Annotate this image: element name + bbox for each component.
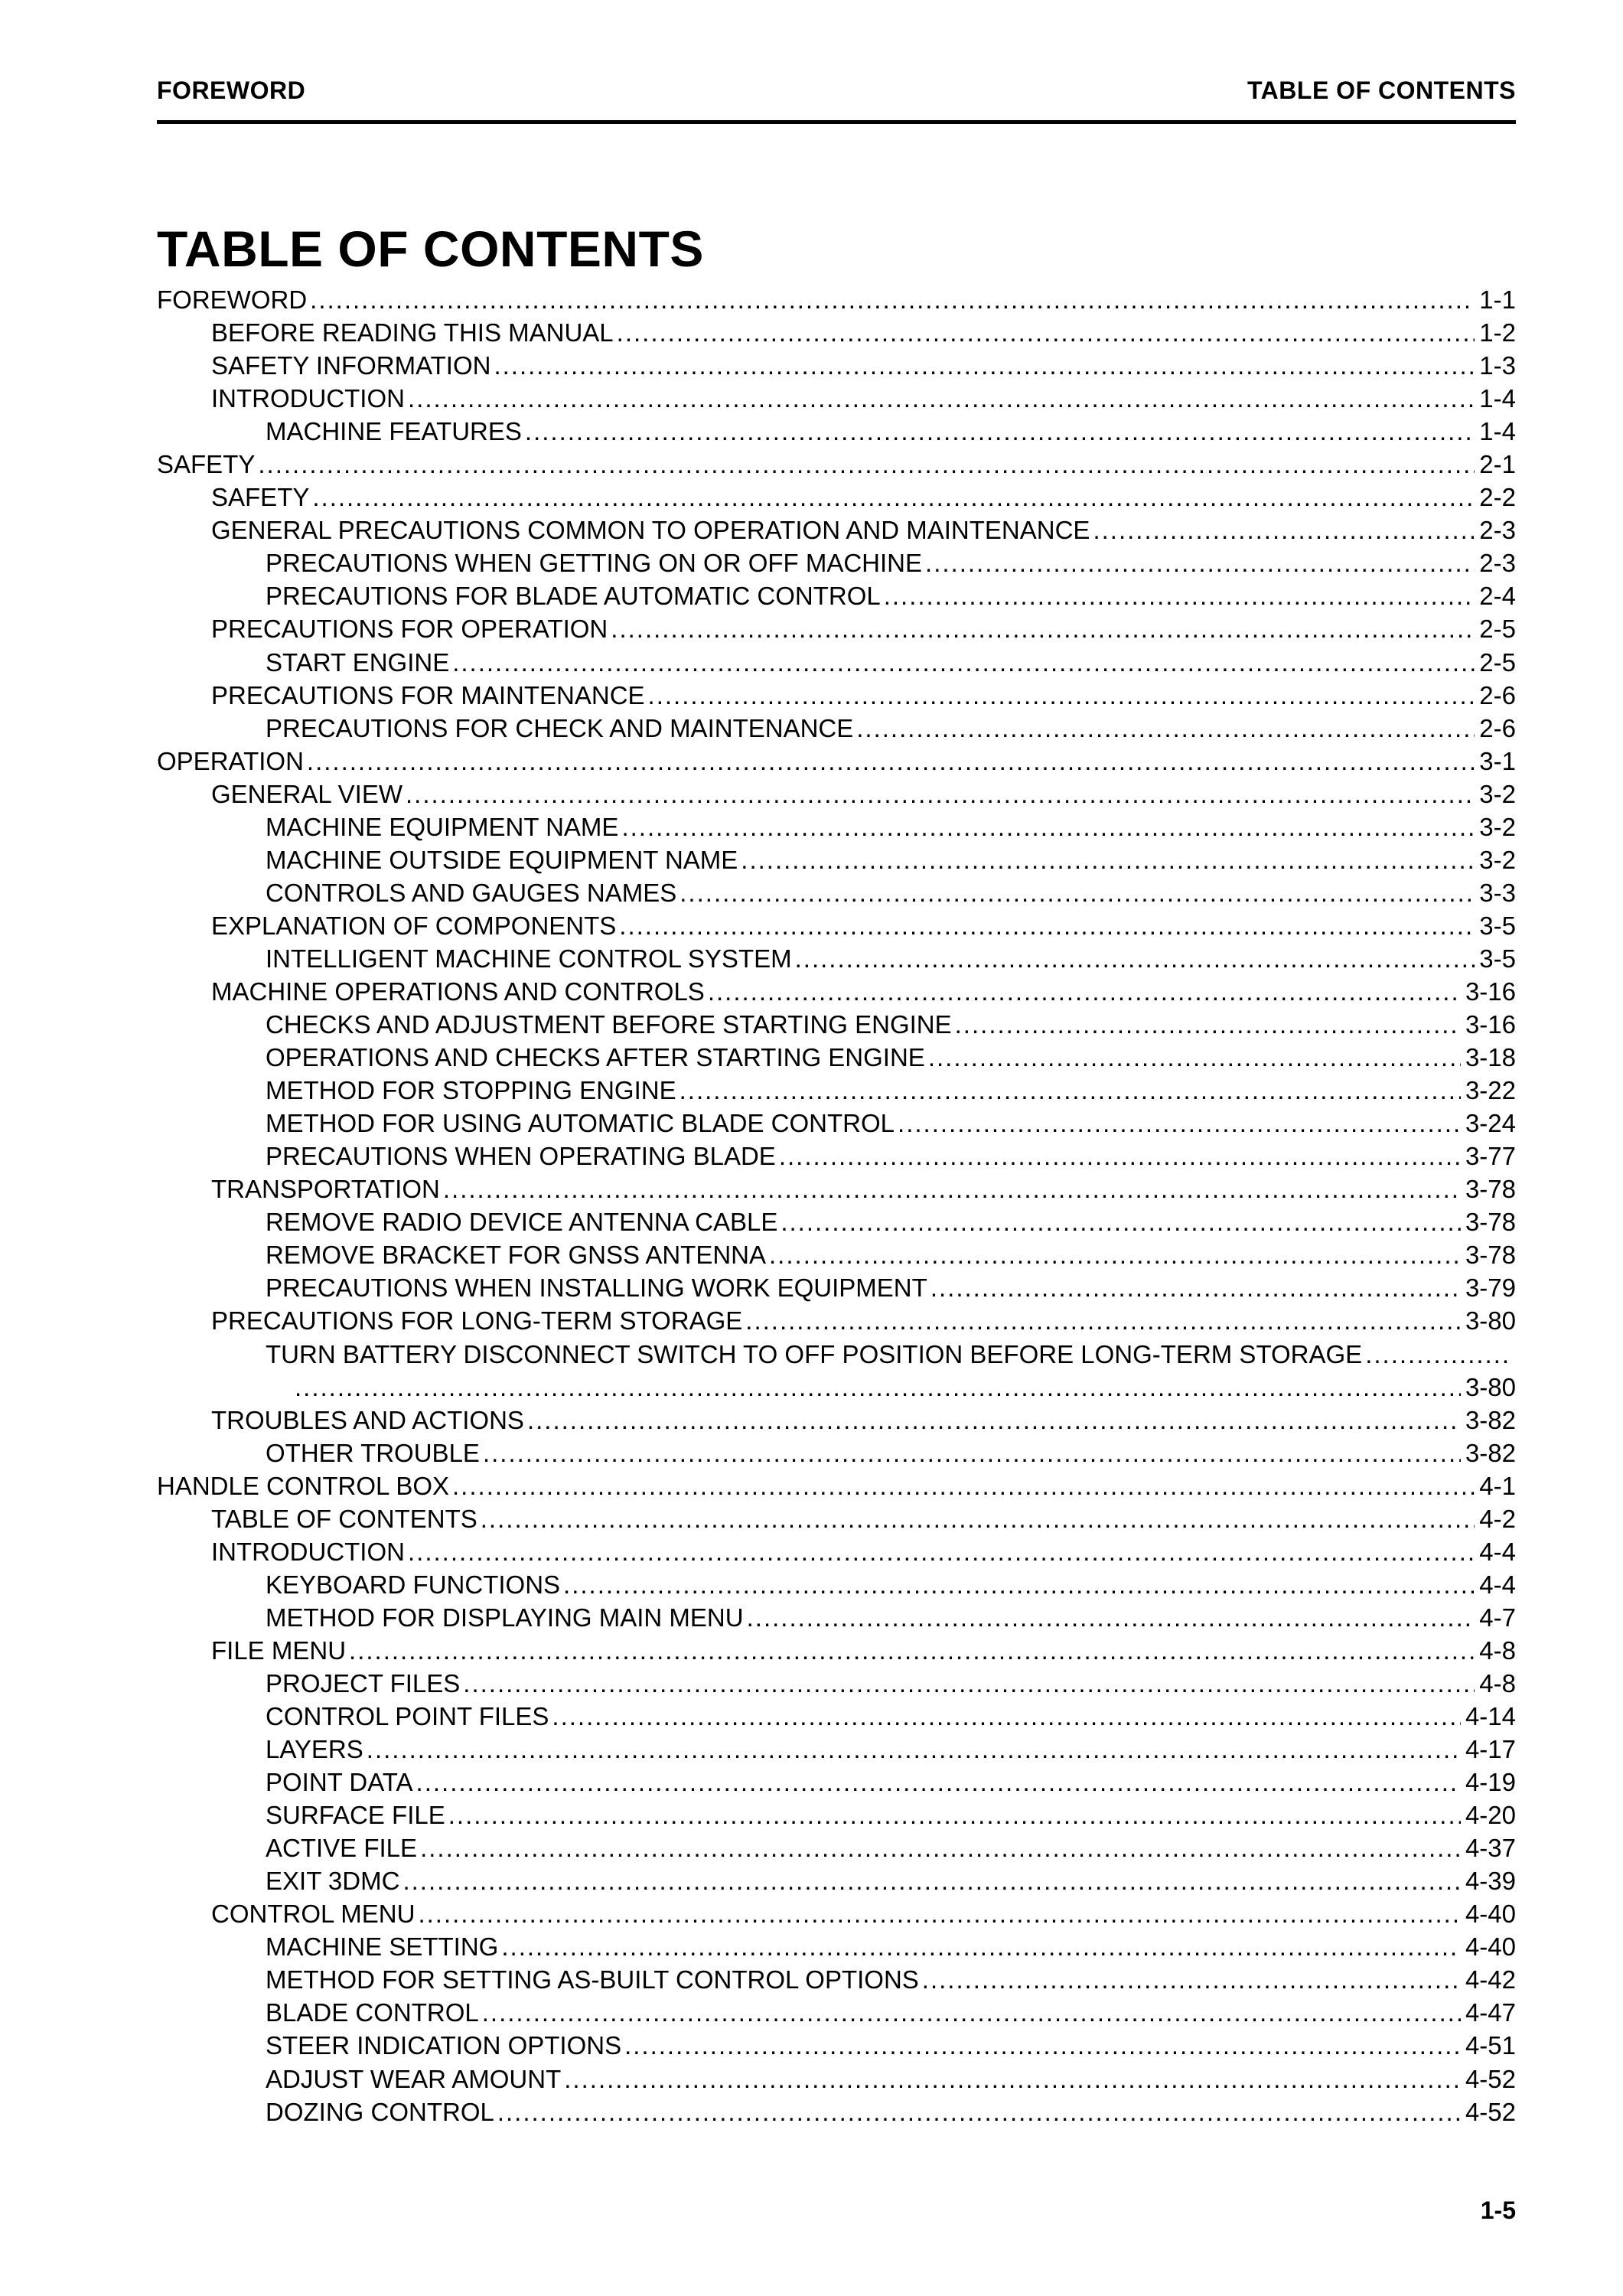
toc-entry-page: 4-1	[1479, 1471, 1516, 1500]
toc-entry-page: 4-19	[1465, 1768, 1516, 1797]
toc-entry[interactable]	[157, 1304, 1516, 1337]
toc-entry-label: OPERATION	[157, 746, 304, 775]
toc-entry-page: 3-79	[1465, 1274, 1516, 1303]
toc-entry[interactable]	[157, 1766, 1516, 1799]
toc-entry[interactable]	[157, 1205, 1516, 1238]
dot-leader	[420, 1831, 1461, 1864]
toc-entry-label: CONTROL POINT FILES	[266, 1702, 549, 1731]
toc-entry-label: METHOD FOR USING AUTOMATIC BLADE CONTROL	[266, 1109, 895, 1138]
toc-entry[interactable]	[157, 1502, 1516, 1535]
toc-entry-page: 3-82	[1465, 1405, 1516, 1434]
toc-entry[interactable]	[157, 778, 1516, 810]
toc-entry-label: REMOVE BRACKET FOR GNSS ANTENNA	[266, 1241, 767, 1270]
toc-entry-page: 2-4	[1479, 582, 1516, 611]
toc-entry-page: 3-5	[1479, 944, 1516, 973]
toc-entry-page: 4-40	[1465, 1900, 1516, 1929]
toc-entry-label: REMOVE RADIO DEVICE ANTENNA CABLE	[266, 1208, 778, 1237]
dot-leader	[617, 316, 1475, 349]
toc-entry-label: GENERAL PRECAUTIONS COMMON TO OPERATION AND MAINTENANCE	[211, 516, 1090, 545]
toc-entry-page: 4-37	[1465, 1834, 1516, 1863]
dot-leader	[497, 2095, 1461, 2128]
toc-entry-label: METHOD FOR SETTING AS-BUILT CONTROL OPTIONS	[266, 1965, 919, 1994]
toc-entry[interactable]	[157, 942, 1516, 975]
toc-entry-page: 2-2	[1479, 483, 1516, 512]
toc-entry-page: 1-1	[1479, 285, 1516, 314]
toc-entry-label: METHOD FOR DISPLAYING MAIN MENU	[266, 1603, 744, 1632]
toc-entry[interactable]	[157, 1733, 1516, 1766]
toc-entry[interactable]	[157, 1799, 1516, 1831]
dot-leader	[258, 448, 1475, 481]
toc-entry-label: PROJECT FILES	[266, 1668, 461, 1698]
dot-leader	[680, 1074, 1461, 1107]
toc-entry[interactable]	[157, 1404, 1516, 1437]
page-number: 1-5	[1480, 2197, 1516, 2224]
toc-entry-label: OTHER TROUBLE	[266, 1438, 480, 1467]
toc-entry-page: 3-1	[1479, 746, 1516, 775]
toc-entry-page: 4-40	[1465, 1932, 1516, 1962]
toc-entry-page: 3-78	[1465, 1175, 1516, 1204]
dot-leader	[481, 1502, 1475, 1535]
dot-leader	[741, 843, 1475, 876]
toc-entry[interactable]	[157, 843, 1516, 876]
toc-entry-label: PRECAUTIONS FOR OPERATION	[211, 615, 608, 644]
dot-leader	[463, 1667, 1475, 1700]
dot-leader	[619, 909, 1475, 942]
toc-entry[interactable]	[157, 1831, 1516, 1864]
toc-entry-page: 2-5	[1479, 615, 1516, 644]
dot-leader	[312, 481, 1475, 514]
toc-entry-page: 3-78	[1465, 1208, 1516, 1237]
toc-entry-label: DOZING CONTROL	[266, 2097, 494, 2126]
toc-entry[interactable]	[157, 2095, 1516, 2128]
dot-leader	[501, 1930, 1461, 1963]
toc-entry[interactable]	[157, 2029, 1516, 2062]
toc-entry-label: START ENGINE	[266, 647, 450, 677]
toc-entry[interactable]	[157, 1568, 1516, 1601]
dot-leader	[564, 2063, 1461, 2095]
toc-entry-label: LAYERS	[266, 1735, 363, 1764]
toc-entry[interactable]	[157, 679, 1516, 712]
toc-entry-page: 4-14	[1465, 1702, 1516, 1731]
dot-leader	[856, 712, 1475, 745]
toc-entry[interactable]	[157, 1008, 1516, 1041]
table-of-contents	[157, 283, 1516, 2128]
toc-entry-page: 3-16	[1465, 977, 1516, 1006]
dot-leader	[884, 579, 1475, 612]
toc-entry-page: 1-4	[1479, 384, 1516, 413]
toc-entry-page: 4-20	[1465, 1801, 1516, 1830]
toc-entry-label: FILE MENU	[211, 1636, 347, 1665]
toc-entry-page: 3-82	[1465, 1438, 1516, 1467]
toc-entry[interactable]	[157, 514, 1516, 546]
dot-leader	[408, 1535, 1475, 1568]
toc-entry[interactable]	[157, 1864, 1516, 1897]
toc-entry-page: 3-3	[1479, 878, 1516, 907]
dot-leader	[452, 1469, 1475, 1502]
toc-entry-page: 4-17	[1465, 1735, 1516, 1764]
dot-leader	[406, 778, 1475, 810]
toc-entry-label: CONTROL MENU	[211, 1900, 416, 1929]
toc-entry[interactable]	[157, 1172, 1516, 1205]
toc-entry-page: 3-24	[1465, 1109, 1516, 1138]
toc-entry-page: 1-2	[1479, 318, 1516, 347]
dot-leader	[482, 1996, 1461, 2029]
toc-entry-label: GENERAL VIEW	[211, 779, 402, 808]
toc-entry-label: STEER INDICATION OPTIONS	[266, 2031, 622, 2060]
toc-entry-label: PRECAUTIONS FOR CHECK AND MAINTENANCE	[266, 713, 854, 742]
toc-entry-label: SAFETY	[211, 483, 310, 512]
toc-entry[interactable]	[157, 1930, 1516, 1963]
toc-entry[interactable]	[157, 712, 1516, 745]
dot-leader	[418, 1897, 1460, 1930]
dot-leader	[349, 1634, 1475, 1667]
toc-entry-label: PRECAUTIONS WHEN OPERATING BLADE	[266, 1142, 776, 1171]
toc-entry-page: 2-1	[1479, 450, 1516, 479]
dot-leader	[624, 2029, 1461, 2062]
toc-entry-page: 3-80	[1465, 1372, 1516, 1401]
toc-entry-label: FOREWORD	[157, 285, 308, 314]
toc-entry[interactable]	[157, 579, 1516, 612]
toc-entry-page: 4-42	[1465, 1965, 1516, 1994]
dot-leader	[295, 1371, 1461, 1404]
dot-leader	[1093, 514, 1475, 546]
toc-entry[interactable]	[157, 1700, 1516, 1733]
toc-entry-label: BLADE CONTROL	[266, 1998, 479, 2027]
toc-entry[interactable]	[157, 1140, 1516, 1172]
toc-entry[interactable]	[157, 1469, 1516, 1502]
toc-entry-page: 3-78	[1465, 1241, 1516, 1270]
dot-leader	[367, 1733, 1461, 1766]
toc-entry-label: SAFETY INFORMATION	[211, 351, 491, 380]
toc-entry-label: HANDLE CONTROL BOX	[157, 1471, 450, 1500]
dot-leader	[408, 382, 1475, 415]
toc-entry[interactable]	[157, 1238, 1516, 1271]
page-header	[157, 77, 1516, 124]
toc-entry-label: EXPLANATION OF COMPONENTS	[211, 911, 617, 940]
toc-entry-page: 4-39	[1465, 1867, 1516, 1896]
dot-leader	[745, 1304, 1461, 1337]
toc-entry[interactable]	[157, 316, 1516, 349]
toc-entry[interactable]	[157, 2063, 1516, 2095]
toc-entry[interactable]	[157, 810, 1516, 843]
dot-leader	[307, 745, 1475, 778]
toc-entry-label: ACTIVE FILE	[266, 1834, 418, 1863]
dot-leader	[448, 1799, 1461, 1831]
dot-leader	[955, 1008, 1461, 1041]
dot-leader	[781, 1205, 1461, 1238]
toc-entry-continuation[interactable]	[157, 1371, 1516, 1404]
toc-entry[interactable]	[157, 646, 1516, 679]
toc-entry[interactable]	[157, 1897, 1516, 1930]
toc-entry[interactable]	[157, 1667, 1516, 1700]
toc-entry-label: MACHINE OUTSIDE EQUIPMENT NAME	[266, 845, 738, 874]
toc-entry-label: PRECAUTIONS WHEN INSTALLING WORK EQUIPMENT	[266, 1274, 927, 1303]
toc-entry-page: 3-2	[1479, 845, 1516, 874]
toc-entry-label: SAFETY	[157, 450, 256, 479]
dot-leader	[708, 975, 1461, 1008]
toc-entry-label: INTRODUCTION	[211, 384, 405, 413]
toc-entry[interactable]	[157, 1601, 1516, 1634]
dot-leader	[443, 1172, 1461, 1205]
dot-leader	[525, 415, 1475, 448]
toc-entry[interactable]	[157, 1338, 1516, 1371]
toc-entry-page: 3-16	[1465, 1010, 1516, 1039]
dot-leader	[310, 283, 1475, 316]
page-title: TABLE OF CONTENTS	[157, 220, 704, 277]
toc-entry[interactable]	[157, 546, 1516, 579]
toc-entry-page: 2-6	[1479, 713, 1516, 742]
dot-leader	[527, 1404, 1461, 1437]
dot-leader	[483, 1437, 1461, 1469]
toc-entry-label: METHOD FOR STOPPING ENGINE	[266, 1076, 676, 1105]
dot-leader	[747, 1601, 1475, 1634]
toc-entry[interactable]	[157, 876, 1516, 909]
toc-entry-label: MACHINE SETTING	[266, 1932, 499, 1962]
toc-entry[interactable]	[157, 283, 1516, 316]
toc-entry-page: 4-47	[1465, 1998, 1516, 2027]
toc-entry-page: 1-3	[1479, 351, 1516, 380]
toc-entry[interactable]	[157, 1074, 1516, 1107]
toc-entry-label: PRECAUTIONS WHEN GETTING ON OR OFF MACHINE	[266, 549, 923, 578]
toc-entry-label: TROUBLES AND ACTIONS	[211, 1405, 524, 1434]
toc-entry-page: 3-22	[1465, 1076, 1516, 1105]
dot-leader	[611, 612, 1475, 645]
toc-entry-label: SURFACE FILE	[266, 1801, 445, 1830]
dot-leader	[925, 546, 1475, 579]
toc-entry[interactable]	[157, 1963, 1516, 1996]
dot-leader	[795, 942, 1475, 975]
toc-entry-page: 2-6	[1479, 680, 1516, 709]
dot-leader	[402, 1864, 1461, 1897]
dot-leader	[563, 1568, 1475, 1601]
dot-leader	[621, 810, 1475, 843]
toc-entry-label: PRECAUTIONS FOR LONG-TERM STORAGE	[211, 1306, 743, 1336]
toc-entry-page: 2-3	[1479, 516, 1516, 545]
toc-entry[interactable]	[157, 612, 1516, 645]
toc-entry-label: CHECKS AND ADJUSTMENT BEFORE STARTING ENGINE	[266, 1010, 952, 1039]
dot-leader	[922, 1963, 1461, 1996]
dot-leader	[930, 1271, 1461, 1304]
toc-entry-label: EXIT 3DMC	[266, 1867, 400, 1896]
toc-entry[interactable]	[157, 448, 1516, 481]
toc-entry[interactable]	[157, 745, 1516, 778]
dot-leader	[494, 349, 1475, 382]
toc-entry-label: KEYBOARD FUNCTIONS	[266, 1570, 561, 1599]
toc-entry[interactable]	[157, 481, 1516, 514]
toc-entry-label: TABLE OF CONTENTS	[211, 1504, 477, 1533]
toc-entry[interactable]	[157, 1107, 1516, 1140]
dot-leader	[680, 876, 1475, 909]
toc-entry-label: MACHINE EQUIPMENT NAME	[266, 812, 619, 841]
toc-entry-page: 3-77	[1465, 1142, 1516, 1171]
toc-entry-page: 2-3	[1479, 549, 1516, 578]
dot-leader	[769, 1238, 1461, 1271]
toc-entry-label: PRECAUTIONS FOR BLADE AUTOMATIC CONTROL	[266, 582, 881, 611]
toc-entry-label: CONTROLS AND GAUGES NAMES	[266, 878, 677, 907]
dot-leader	[779, 1140, 1461, 1172]
toc-entry-label: TRANSPORTATION	[211, 1175, 440, 1204]
toc-entry-label: MACHINE FEATURES	[266, 417, 522, 446]
toc-entry[interactable]	[157, 1535, 1516, 1568]
dot-leader	[416, 1766, 1461, 1799]
toc-entry[interactable]	[157, 349, 1516, 382]
dot-leader	[452, 646, 1475, 679]
toc-entry[interactable]	[157, 1634, 1516, 1667]
toc-entry[interactable]	[157, 1271, 1516, 1304]
toc-entry-page: 3-5	[1479, 911, 1516, 940]
header-chapter-label: TABLE OF CONTENTS	[1247, 77, 1516, 104]
toc-entry-page: 4-4	[1479, 1537, 1516, 1566]
toc-entry-label: MACHINE OPERATIONS AND CONTROLS	[211, 977, 705, 1006]
toc-entry-page: 3-2	[1479, 779, 1516, 808]
toc-entry[interactable]	[157, 1041, 1516, 1074]
toc-entry[interactable]	[157, 1437, 1516, 1469]
toc-entry[interactable]	[157, 1996, 1516, 2029]
dot-leader	[648, 679, 1475, 712]
toc-entry[interactable]	[157, 909, 1516, 942]
toc-entry[interactable]	[157, 382, 1516, 415]
dot-leader	[898, 1107, 1461, 1140]
toc-entry-page: 3-2	[1479, 812, 1516, 841]
toc-entry-label: TURN BATTERY DISCONNECT SWITCH TO OFF POSITION BEFORE LONG-TERM STORAGE	[266, 1339, 1363, 1368]
toc-entry-page: 4-8	[1479, 1668, 1516, 1698]
toc-entry-label: BEFORE READING THIS MANUAL	[211, 318, 614, 347]
toc-entry-page: 4-52	[1465, 2064, 1516, 2093]
toc-entry[interactable]	[157, 415, 1516, 448]
toc-entry-page: 4-2	[1479, 1504, 1516, 1533]
toc-entry-label: PRECAUTIONS FOR MAINTENANCE	[211, 680, 645, 709]
toc-entry-page: 2-5	[1479, 647, 1516, 677]
toc-entry-page: 4-7	[1479, 1603, 1516, 1632]
toc-entry[interactable]	[157, 975, 1516, 1008]
toc-entry-page: 3-18	[1465, 1043, 1516, 1072]
toc-entry-label: POINT DATA	[266, 1768, 413, 1797]
toc-entry-page: 4-4	[1479, 1570, 1516, 1599]
toc-entry-label: ADJUST WEAR AMOUNT	[266, 2064, 562, 2093]
toc-entry-label: INTRODUCTION	[211, 1537, 405, 1566]
dot-leader	[1365, 1338, 1511, 1371]
toc-entry-page: 3-80	[1465, 1306, 1516, 1336]
toc-entry-page: 4-51	[1465, 2031, 1516, 2060]
header-section-label: FOREWORD	[157, 77, 306, 104]
dot-leader	[552, 1700, 1461, 1733]
toc-entry-page: 1-4	[1479, 417, 1516, 446]
toc-entry-page: 4-52	[1465, 2097, 1516, 2126]
dot-leader	[928, 1041, 1461, 1074]
toc-entry-label: OPERATIONS AND CHECKS AFTER STARTING ENGINE	[266, 1043, 925, 1072]
toc-entry-page: 4-8	[1479, 1636, 1516, 1665]
toc-entry-label: INTELLIGENT MACHINE CONTROL SYSTEM	[266, 944, 792, 973]
